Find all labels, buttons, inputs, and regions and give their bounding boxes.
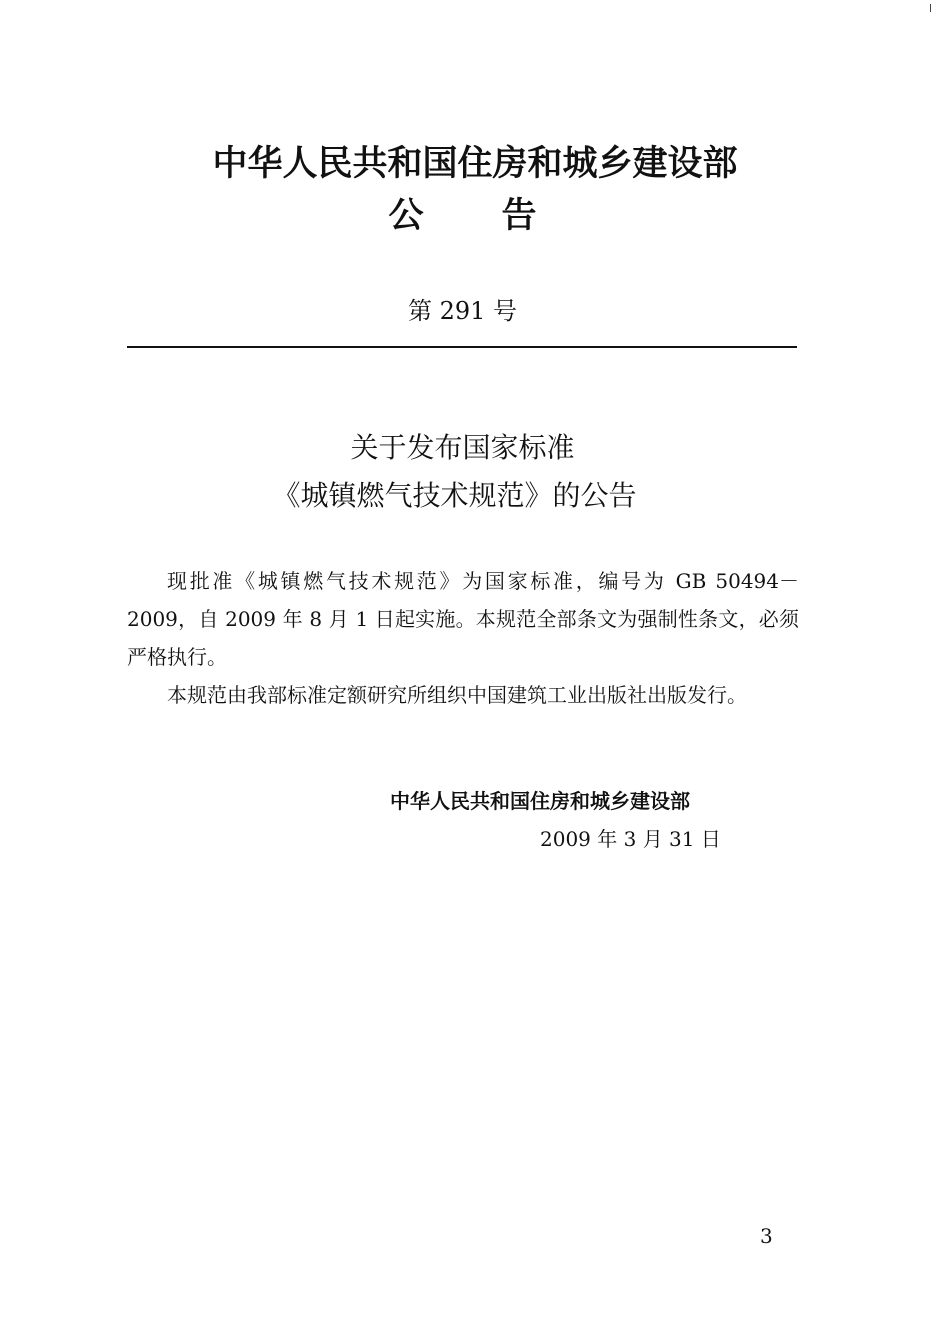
body-paragraph-2: 本规范由我部标准定额研究所组织中国建筑工业出版社出版发行。: [167, 683, 747, 707]
scan-mark: [930, 4, 931, 12]
notice-heading: 公告: [388, 196, 615, 236]
signature-date: 2009 年 3 月 31 日: [540, 827, 721, 851]
header-divider: [127, 346, 797, 348]
page-number: 3: [760, 1224, 773, 1248]
signature-organization: 中华人民共和国住房和城乡建设部: [390, 789, 690, 813]
subject-line-1: 关于发布国家标准: [350, 431, 575, 464]
subject-line-2: 《城镇燃气技术规范》的公告: [272, 479, 637, 512]
ministry-title: 中华人民共和国住房和城乡建设部: [212, 144, 738, 184]
issue-number: 第 291 号: [407, 297, 518, 325]
body-paragraph-1: 现批准《城镇燃气技术规范》为国家标准，编号为 GB 50494－2009，自 2009 年 8 月 1 日起实施。本规范全部条文为强制性条文，必须严格执行。: [127, 569, 799, 669]
notice-body: [127, 562, 799, 714]
